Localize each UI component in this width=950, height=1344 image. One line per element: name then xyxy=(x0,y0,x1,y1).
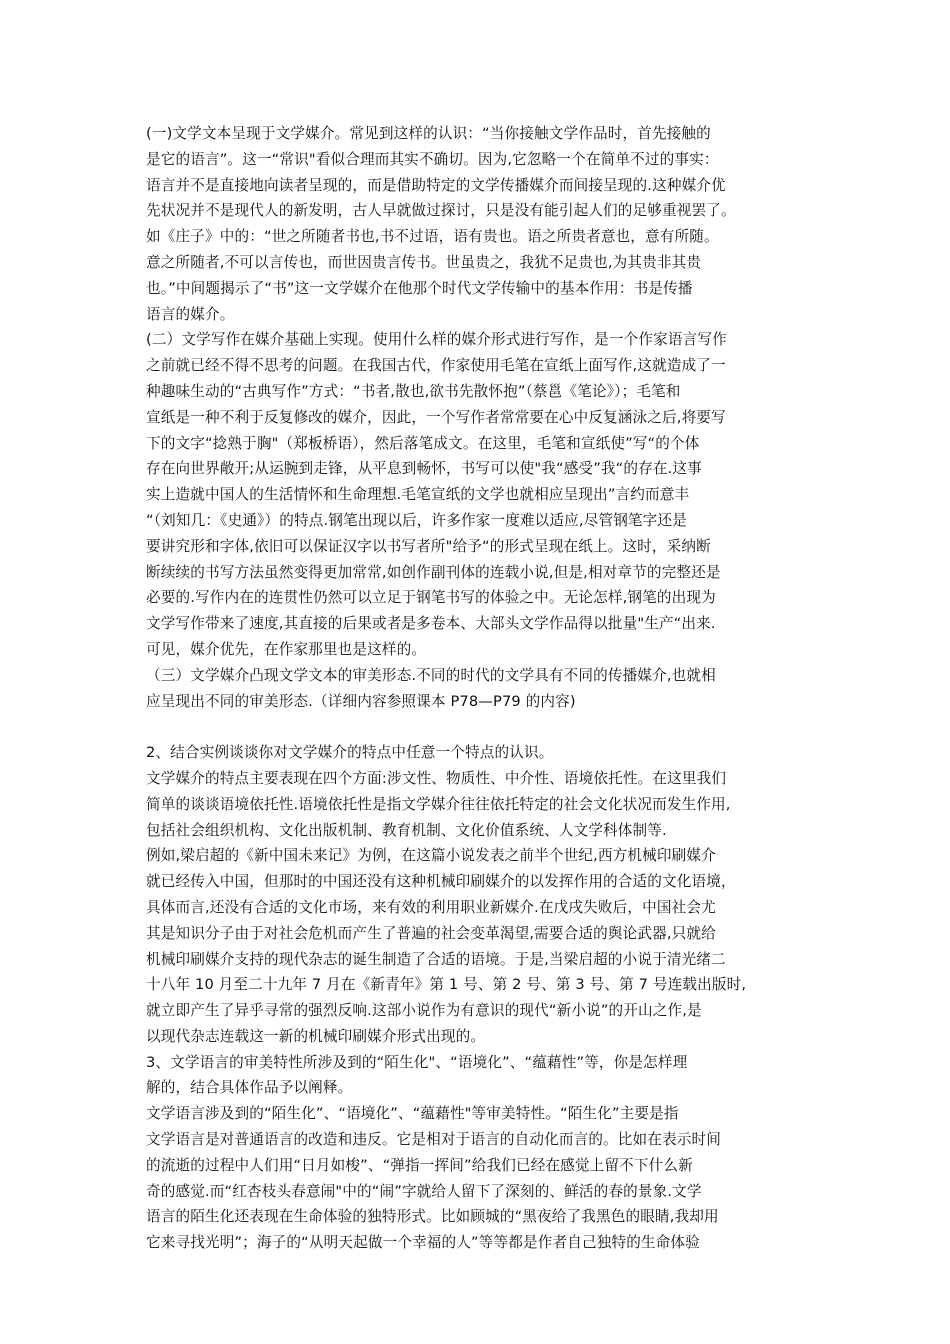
text-line: 就已经传入中国，但那时的中国还没有这种机械印刷媒介的以发挥作用的合适的文化语境， xyxy=(146,873,736,891)
section-1-media-presentation xyxy=(146,121,814,714)
text-line: 具体而言,还没有合适的文化市场，来有效的利用职业新媒介.在戊戌失败后，中国社会尤 xyxy=(146,898,716,916)
text-line: (二）文学写作在媒介基础上实现。使用什么样的媒介形式进行写作，是一个作家语言写作 xyxy=(146,331,727,349)
text-line: “（刘知几：《史通》）的特点.钢笔出现以后，许多作家一度难以适应,尽管钢笔字还是 xyxy=(146,511,687,529)
text-line: 解的，结合具体作品予以阐释。 xyxy=(146,1079,353,1097)
text-line: 文学媒介的特点主要表现在四个方面:涉文性、物质性、中介性、语境依托性。在这里我们 xyxy=(146,769,727,787)
paragraph-spacer xyxy=(146,714,814,740)
text-line: 之前就已经不得不思考的问题。在我国古代，作家使用毛笔在宣纸上面写作,这就造成了一 xyxy=(146,357,726,375)
text-line: (一)文学文本呈现于文学媒介。常见到这样的认识：“当你接触文学作品时，首先接触的 xyxy=(146,125,711,142)
text-line: 文学写作带来了速度,其直接的后果或者是多卷本、大部头文学作品得以批量"生产“出来. xyxy=(146,615,716,633)
text-line: 存在向世界敞开;从运腕到走锋，从平息到畅怀，书写可以使"我“感受”我“的存在.这事 xyxy=(146,460,702,478)
text-line: 意之所随者,不可以言传也，而世因贵言传书。世虽贵之，我犹不足贵也,为其贵非其贵 xyxy=(146,253,702,271)
text-line: 2、结合实例谈谈你对文学媒介的特点中任意一个特点的认识。 xyxy=(146,744,554,762)
text-line: 包括社会组织机构、文化出版机制、教育机制、文化价值系统、人文学科体制等. xyxy=(146,821,667,839)
text-line: 是它的语言”。这一“常识"看似合理而其实不确切。因为,它忽略一个在简单不过的事实： xyxy=(146,150,719,168)
text-line: 宣纸是一种不利于反复修改的媒介，因此，一个写作者常常要在心中反复涵泳之后,将要写 xyxy=(146,408,726,426)
text-line: 应呈现出不同的审美形态.（详细内容参照课本 P78—P79 的内容) xyxy=(146,692,576,710)
text-line: 3、文学语言的审美特性所涉及到的“陌生化"、“语境化”、“蕴藉性”等，你是怎样理 xyxy=(146,1053,688,1071)
text-line: 必要的.写作内在的连贯性仍然可以立足于钢笔书写的体验之中。无论怎样,钢笔的出现为 xyxy=(146,589,716,607)
text-line: 实上造就中国人的生活情怀和生命理想.毛笔宣纸的文学也就相应呈现出”言约而意丰 xyxy=(146,486,690,504)
text-line: 文学语言涉及到的“陌生化”、“语境化”、“蕴藉性"等审美特性。“陌生化”主要是指 xyxy=(146,1105,679,1123)
section-3-aesthetic-features xyxy=(146,1050,814,1256)
text-line: 种趣味生动的“古典写作”方式：“书者,散也,欲书先散怀抱”（蔡邕《笔论》）；毛笔和 xyxy=(146,382,681,400)
text-line: 以现代杂志连载这一新的机械印刷媒介形式出现的。 xyxy=(146,1027,486,1045)
text-line: 断续续的书写方法虽然变得更加常常,如创作副刊体的连载小说,但是,相对章节的完整还是 xyxy=(146,563,721,581)
text-line: 其是知识分子由于对社会危机而产生了普遍的社会变革渴望,需要合适的舆论武器,只就给 xyxy=(146,924,716,942)
text-line: 语言的陌生化还表现在生命体验的独特形式。比如顾城的“黑夜给了我黑色的眼睛,我却用 xyxy=(146,1208,719,1226)
text-line: 它来寻找光明”；海子的“从明天起做一个幸福的人”等等都是作者自己独特的生命体验 xyxy=(146,1234,700,1252)
text-line: 文学语言是对普通语言的改造和违反。它是相对于语言的自动化而言的。比如在表示时间 xyxy=(146,1131,722,1149)
text-line: 语言的媒介。 xyxy=(146,305,235,323)
text-line: 先状况并不是现代人的新发明，古人早就做过探讨，只是没有能引起人们的足够重视罢了。 xyxy=(146,202,736,220)
text-line: 如《庄子》中的：“世之所随者书也,书不过语，语有贵也。语之所贵者意也，意有所随。 xyxy=(146,228,719,246)
text-line: 可见，媒介优先，在作家那里也是这样的。 xyxy=(146,640,427,658)
text-line: 语言并不是直接地向读者呈现的，而是借助特定的文学传播媒介而间接呈现的.这种媒介优 xyxy=(146,176,726,194)
text-line: 要讲究形和字体,依旧可以保证汉字以书写者所"给予“的形式呈现在纸上。这时，采纳断 xyxy=(146,537,711,555)
text-line: 例如,梁启超的《新中国未来记》为例，在这篇小说发表之前半个世纪,西方机械印刷媒介 xyxy=(146,847,716,865)
section-2-media-characteristics xyxy=(146,740,814,1050)
text-line: 奇的感觉.而“红杏枝头春意闹"中的“闹”字就给人留下了深刻的、鲜活的春的景象.文学 xyxy=(146,1182,702,1200)
text-line: 十八年 10 月至二十九年 7 月在《新青年》第 1 号、第 2 号、第 3 号、第 7 号连载出版时, xyxy=(146,976,747,994)
text-line: 的流逝的过程中人们用“日月如梭”、“弹指一挥间”给我们已经在感觉上留不下什么新 xyxy=(146,1156,693,1174)
text-line: 也。”中间题揭示了“书”这一文学媒介在他那个时代文学传输中的基本作用：书是传播 xyxy=(146,279,693,297)
text-line: 就立即产生了异乎寻常的强烈反响.这部小说作为有意识的现代“新小说”的开山之作,是 xyxy=(146,1002,702,1020)
document-body xyxy=(146,121,814,1256)
text-line: 机械印刷媒介支持的现代杂志的诞生制造了合适的语境。于是,当梁启超的小说于清光绪二 xyxy=(146,950,726,968)
text-line: 简单的谈谈语境依托性.语境依托性是指文学媒介往往依托特定的社会文化状况而发生作用, xyxy=(146,795,731,813)
text-line: 下的文字“捻熟于胸"（郑板桥语），然后落笔成文。在这里，毛笔和宣纸使”写“的个体 xyxy=(146,434,700,452)
text-line: （三）文学媒介凸现文学文本的审美形态.不同的时代的文学具有不同的传播媒介,也就相 xyxy=(146,666,716,684)
